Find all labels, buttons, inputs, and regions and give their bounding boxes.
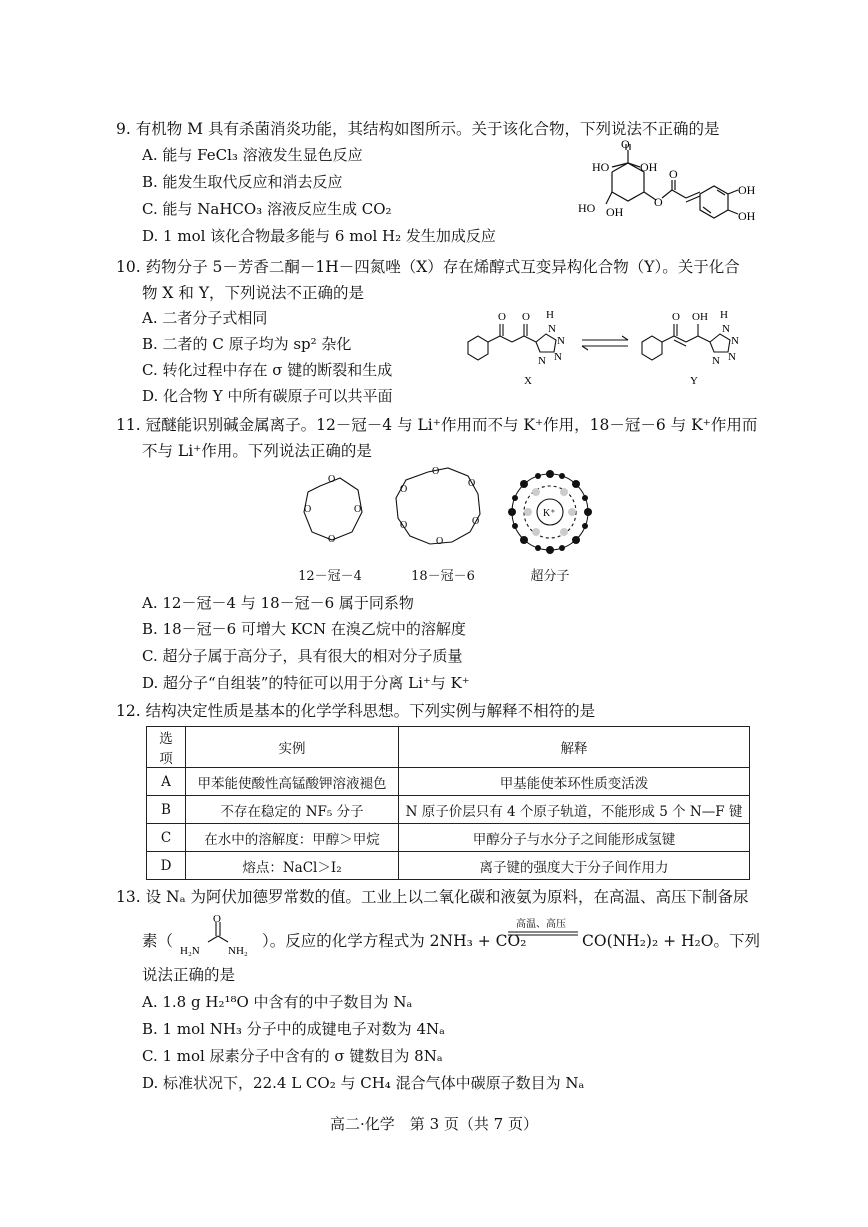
table-cell: B [147,796,186,824]
q11-caption-18-crown-6: 18－冠－6 [411,569,475,584]
q10-option-a: A. 二者分子式相同 [142,309,268,327]
q11-caption-12-crown-4: 12－冠－4 [298,569,362,584]
q10-x-atom-n1: N [548,323,556,335]
q9-atom-o-carbonyl: O [621,140,630,151]
q13-stem-line2-c: CO(NH₂)₂ + H₂O。下列 [582,932,760,950]
q11-option-c: C. 超分子属于高分子，具有很大的相对分子质量 [142,647,463,665]
q10-structures-x-y [460,300,760,390]
table-cell: D [147,852,186,880]
q13-stem-line2-a: 素（ [142,932,174,950]
q9-atom-oh-top: OH [640,160,658,174]
q13-option-c: C. 1 mol 尿素分子中含有的 σ 键数目为 8Nₐ [142,1047,443,1065]
q10-x-atom-o2: O [522,311,530,323]
table-row [147,852,750,880]
q13-option-a: A. 1.8 g H₂¹⁸O 中含有的中子数目为 Nₐ [142,993,413,1011]
q10-y-atom-n2: N [731,335,739,347]
q11-option-a: A. 12－冠－4 与 18－冠－6 属于同系物 [142,594,414,612]
table-cell: C [147,824,186,852]
q9-atom-ho-top: HO [592,160,610,174]
q11-stem-line1: 11. 冠醚能识别碱金属离子。12－冠－4 与 Li⁺作用而不与 K⁺作用，18－冠－6 与 K⁺作用而 [116,416,758,434]
q10-y-atom-n4: N [712,355,720,367]
table-row [147,768,750,796]
q11-stem-line2: 不与 Li⁺作用。下列说法正确的是 [142,442,372,460]
q10-option-b: B. 二者的 C 原子均为 sp² 杂化 [142,335,352,353]
q11-c186-o4: O [436,536,444,547]
table-cell: 甲醇分子与水分子之间能形成氢键 [399,824,750,852]
q11-ion-k: K⁺ [543,508,556,519]
q11-c186-o1: O [432,466,440,477]
table-row [147,796,750,824]
page-footer: 高二·化学 第 3 页（共 7 页） [330,1115,538,1133]
q10-option-c: C. 转化过程中存在 σ 键的断裂和生成 [142,361,393,379]
q13-urea-structure [172,914,262,964]
table-cell: A [147,768,186,796]
q9-atom-oh-r2: OH [738,209,756,223]
q10-x-atom-n4: N [538,355,546,367]
q10-y-atom-n1: N [722,323,730,335]
q10-option-d: D. 化合物 Y 中所有碳原子可以共平面 [142,387,393,405]
q11-caption-supramolecule: 超分子 [530,569,570,584]
table-cell: 在水中的溶解度：甲醇＞甲烷 [186,824,399,852]
table-header-option: 选项 [147,727,186,768]
q9-atom-o-ester2: O [669,167,678,181]
table-cell: 甲基能使苯环性质变活泼 [399,768,750,796]
q11-option-d: D. 超分子“自组装”的特征可以用于分离 Li⁺与 K⁺ [142,674,470,692]
q11-c186-o5: O [400,520,408,531]
q10-y-atom-h: H [720,309,728,321]
q11-c124-o4: O [304,504,312,515]
q13-urea-nh2: NH₂ [228,945,248,957]
table-header-row [147,727,750,768]
table-cell: N 原子价层只有 4 个原子轨道，不能形成 5 个 N—F 键 [399,796,750,824]
q10-stem-line1: 10. 药物分子 5－芳香二酮－1H－四氮唑（X）存在烯醇式互变异构化合物（Y）。关于化合 [116,258,740,276]
q9-atom-o-ester: O [654,195,663,209]
q11-c124-o2: O [354,504,362,515]
q9-option-b: B. 能发生取代反应和消去反应 [142,173,343,191]
q10-x-atom-h: H [546,309,554,321]
q13-arrow-condition: 高温、高压 [516,919,566,930]
q13-stem-line2-b: ）。反应的化学方程式为 2NH₃ + CO₂ [262,932,527,950]
q9-option-d: D. 1 mol 该化合物最多能与 6 mol H₂ 发生加成反应 [142,227,496,245]
q10-x-atom-n2: N [557,335,565,347]
table-cell: 离子键的强度大于分子间作用力 [399,852,750,880]
table-header-example: 实例 [186,727,399,768]
q11-c186-o3: O [472,516,480,527]
q9-atom-oh-mid: OH [606,205,624,219]
q10-stem-line2: 物 X 和 Y，下列说法不正确的是 [142,284,365,302]
q9-atom-oh-r1: OH [738,183,756,197]
q13-reaction-arrow [506,918,580,944]
table-row [147,824,750,852]
q13-option-b: B. 1 mol NH₃ 分子中的成键电子对数为 4Nₐ [142,1020,445,1038]
q11-c124-o3: O [328,534,336,545]
q10-label-y: Y [690,375,698,387]
q9-atom-ho-left: HO [578,201,596,215]
q12-table [146,726,750,880]
q13-option-d: D. 标准状况下，22.4 L CO₂ 与 CH₄ 混合气体中碳原子数目为 Nₐ [142,1074,585,1092]
q10-x-atom-n3: N [554,351,562,363]
q9-structure-m [570,140,760,240]
q13-urea-h2n: H₂N [180,945,200,957]
q12-stem: 12. 结构决定性质是基本的化学学科思想。下列实例与解释不相符的是 [116,702,596,720]
q10-x-atom-o1: O [498,311,506,323]
table-cell: 甲苯能使酸性高锰酸钾溶液褪色 [186,768,399,796]
q10-y-atom-oh: OH [692,311,708,323]
q11-crown-ethers-figure [290,462,620,572]
table-header-explanation: 解释 [399,727,750,768]
table-cell: 熔点：NaCl＞I₂ [186,852,399,880]
q11-c186-o6: O [400,484,408,495]
q10-y-atom-n3: N [728,351,736,363]
q9-option-c: C. 能与 NaHCO₃ 溶液反应生成 CO₂ [142,200,392,218]
table-cell: 不存在稳定的 NF₅ 分子 [186,796,399,824]
q11-c186-o2: O [468,478,476,489]
q10-label-x: X [524,375,532,387]
q10-y-atom-o: O [672,311,680,323]
q13-urea-o: O [213,914,221,925]
q13-stem-line3: 说法正确的是 [142,966,236,984]
q11-option-b: B. 18－冠－6 可增大 KCN 在溴乙烷中的溶解度 [142,620,466,638]
q9-stem: 9. 有机物 M 具有杀菌消炎功能，其结构如图所示。关于该化合物，下列说法不正确的是 [116,120,720,138]
q11-c124-o1: O [328,474,336,485]
q13-stem-line1: 13. 设 Nₐ 为阿伏加德罗常数的值。工业上以二氧化碳和液氨为原料，在高温、高压下制备尿 [116,888,749,906]
q9-option-a: A. 能与 FeCl₃ 溶液发生显色反应 [142,146,363,164]
